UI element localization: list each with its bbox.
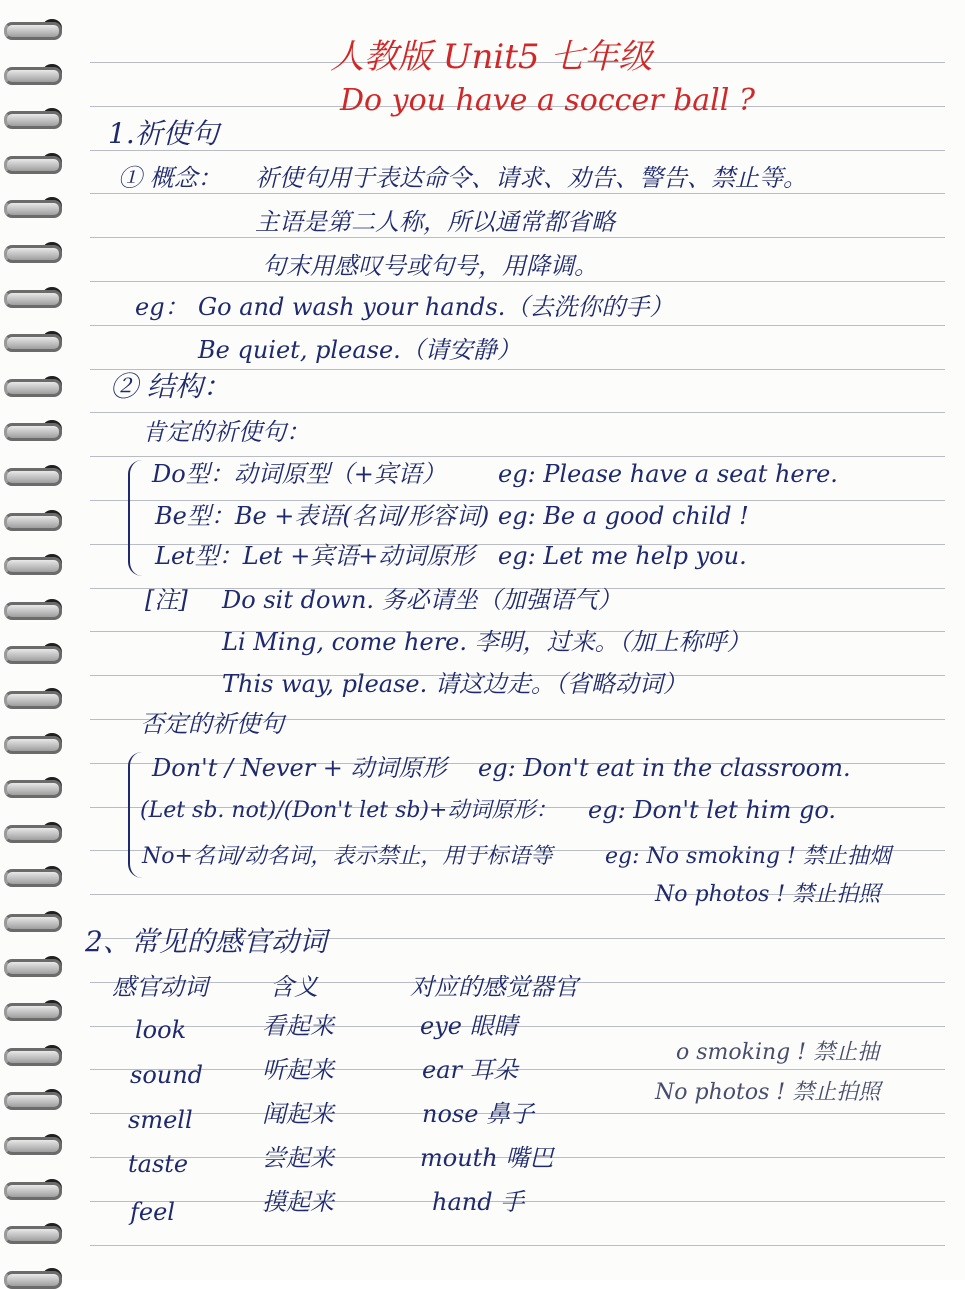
spiral-ring bbox=[4, 241, 62, 261]
ruled-line bbox=[90, 412, 945, 413]
structure-label: ② 结构： bbox=[110, 370, 231, 403]
concept-line-2: 主语是第二人称，所以通常都省略 bbox=[255, 208, 615, 236]
spiral-ring bbox=[4, 63, 62, 83]
note-label: [注] bbox=[145, 586, 188, 614]
ruled-line bbox=[90, 150, 945, 151]
note-1: Do sit down. 务必请坐（加强语气） bbox=[222, 586, 622, 614]
spiral-ring bbox=[4, 286, 62, 306]
spiral-ring bbox=[4, 330, 62, 350]
spiral-ring bbox=[4, 509, 62, 529]
negative-eg-3: eg: No smoking ! 禁止抽烟 bbox=[605, 844, 891, 869]
ghost-text-1: o smoking ! 禁止抽 bbox=[676, 1040, 880, 1065]
ruled-line bbox=[90, 456, 945, 457]
ruled-line bbox=[90, 193, 945, 194]
spiral-ring bbox=[4, 642, 62, 662]
table-row-organ: eye 眼睛 bbox=[420, 1012, 518, 1040]
spiral-ring bbox=[4, 375, 62, 395]
table-row-meaning: 看起来 bbox=[262, 1012, 334, 1040]
concept-line-3: 句末用感叹号或句号，用降调。 bbox=[262, 252, 598, 280]
note-2: Li Ming, come here. 李明，过来。（加上称呼） bbox=[222, 628, 751, 656]
table-row-verb: smell bbox=[128, 1106, 193, 1134]
table-row-meaning: 摸起来 bbox=[262, 1188, 334, 1216]
ruled-line bbox=[90, 281, 945, 282]
table-row-meaning: 尝起来 bbox=[262, 1144, 334, 1172]
ruled-line bbox=[90, 500, 945, 501]
table-row-verb: taste bbox=[128, 1150, 189, 1178]
spiral-ring bbox=[4, 553, 62, 573]
table-row-verb: feel bbox=[130, 1198, 175, 1226]
table-row-verb: look bbox=[135, 1016, 187, 1044]
positive-type-be: Be型：Be +表语(名词/形容词) bbox=[155, 502, 490, 530]
section1-heading: 1.祈使句 bbox=[108, 117, 219, 150]
spiral-ring bbox=[4, 1044, 62, 1064]
table-row-verb: sound bbox=[130, 1061, 204, 1089]
positive-eg-let: eg: Let me help you. bbox=[498, 542, 747, 570]
column-header-verb: 感官动词 bbox=[112, 973, 208, 1001]
spiral-ring bbox=[4, 910, 62, 930]
table-row-meaning: 听起来 bbox=[262, 1056, 334, 1084]
ruled-line bbox=[90, 325, 945, 326]
page-subtitle: Do you have a soccer ball ? bbox=[340, 83, 755, 118]
table-row-organ: hand 手 bbox=[432, 1188, 525, 1216]
positive-type-let: Let型：Let +宾语+动词原形 bbox=[155, 542, 475, 570]
spiral-ring bbox=[4, 999, 62, 1019]
spiral-ring bbox=[4, 1088, 62, 1108]
eg-label: eg： bbox=[135, 293, 189, 321]
spiral-ring bbox=[4, 152, 62, 172]
ghost-text-2: No photos ! 禁止拍照 bbox=[655, 1080, 881, 1105]
spiral-ring bbox=[4, 1222, 62, 1242]
spiral-ring bbox=[4, 955, 62, 975]
spiral-ring bbox=[4, 1133, 62, 1153]
negative-extra: No photos ! 禁止拍照 bbox=[655, 882, 881, 907]
negative-type-3: No+名词/动名词，表示禁止，用于标语等 bbox=[142, 844, 553, 869]
negative-eg-1: eg: Don't eat in the classroom. bbox=[478, 754, 851, 782]
column-header-organ: 对应的感觉器官 bbox=[410, 973, 578, 1001]
spiral-ring bbox=[4, 1267, 62, 1287]
spiral-ring bbox=[4, 776, 62, 796]
spiral-ring bbox=[4, 732, 62, 752]
negative-type-1: Don't / Never + 动词原形 bbox=[152, 754, 447, 782]
spiral-binding bbox=[0, 0, 70, 1280]
section2-heading: 2、常见的感官动词 bbox=[85, 925, 327, 958]
note-3: This way, please. 请这边走。（省略动词） bbox=[222, 670, 687, 698]
negative-label: 否定的祈使句 bbox=[140, 710, 284, 738]
spiral-ring bbox=[4, 598, 62, 618]
table-row-organ: mouth 嘴巴 bbox=[420, 1144, 554, 1172]
spiral-ring bbox=[4, 419, 62, 439]
positive-eg-be: eg: Be a good child ! bbox=[498, 502, 749, 530]
spiral-ring bbox=[4, 687, 62, 707]
table-row-organ: ear 耳朵 bbox=[422, 1056, 518, 1084]
spiral-ring bbox=[4, 18, 62, 38]
positive-brace bbox=[128, 460, 148, 576]
example-1: Go and wash your hands.（去洗你的手） bbox=[198, 293, 674, 321]
column-header-meaning: 含义 bbox=[270, 973, 318, 1001]
spiral-ring bbox=[4, 464, 62, 484]
spiral-ring bbox=[4, 865, 62, 885]
example-2: Be quiet, please.（请安静） bbox=[198, 336, 521, 364]
positive-eg-do: eg: Please have a seat here. bbox=[498, 460, 838, 488]
table-row-meaning: 闻起来 bbox=[262, 1100, 334, 1128]
negative-type-2: (Let sb. not)/(Don't let sb)+动词原形： bbox=[140, 798, 558, 823]
positive-type-do: Do型：动词原型（+宾语） bbox=[152, 460, 446, 488]
spiral-ring bbox=[4, 821, 62, 841]
concept-line-1: 祈使句用于表达命令、请求、劝告、警告、禁止等。 bbox=[255, 164, 807, 192]
negative-eg-2: eg: Don't let him go. bbox=[588, 796, 836, 824]
concept-label: ① 概念： bbox=[118, 164, 222, 192]
positive-label: 肯定的祈使句： bbox=[142, 418, 310, 446]
spiral-ring bbox=[4, 1178, 62, 1198]
table-row-organ: nose 鼻子 bbox=[422, 1100, 535, 1128]
ruled-line bbox=[90, 1245, 945, 1246]
spiral-ring bbox=[4, 196, 62, 216]
spiral-ring bbox=[4, 107, 62, 127]
page-title: 人教版 Unit5 七年级 bbox=[330, 37, 653, 77]
ruled-line bbox=[90, 237, 945, 238]
